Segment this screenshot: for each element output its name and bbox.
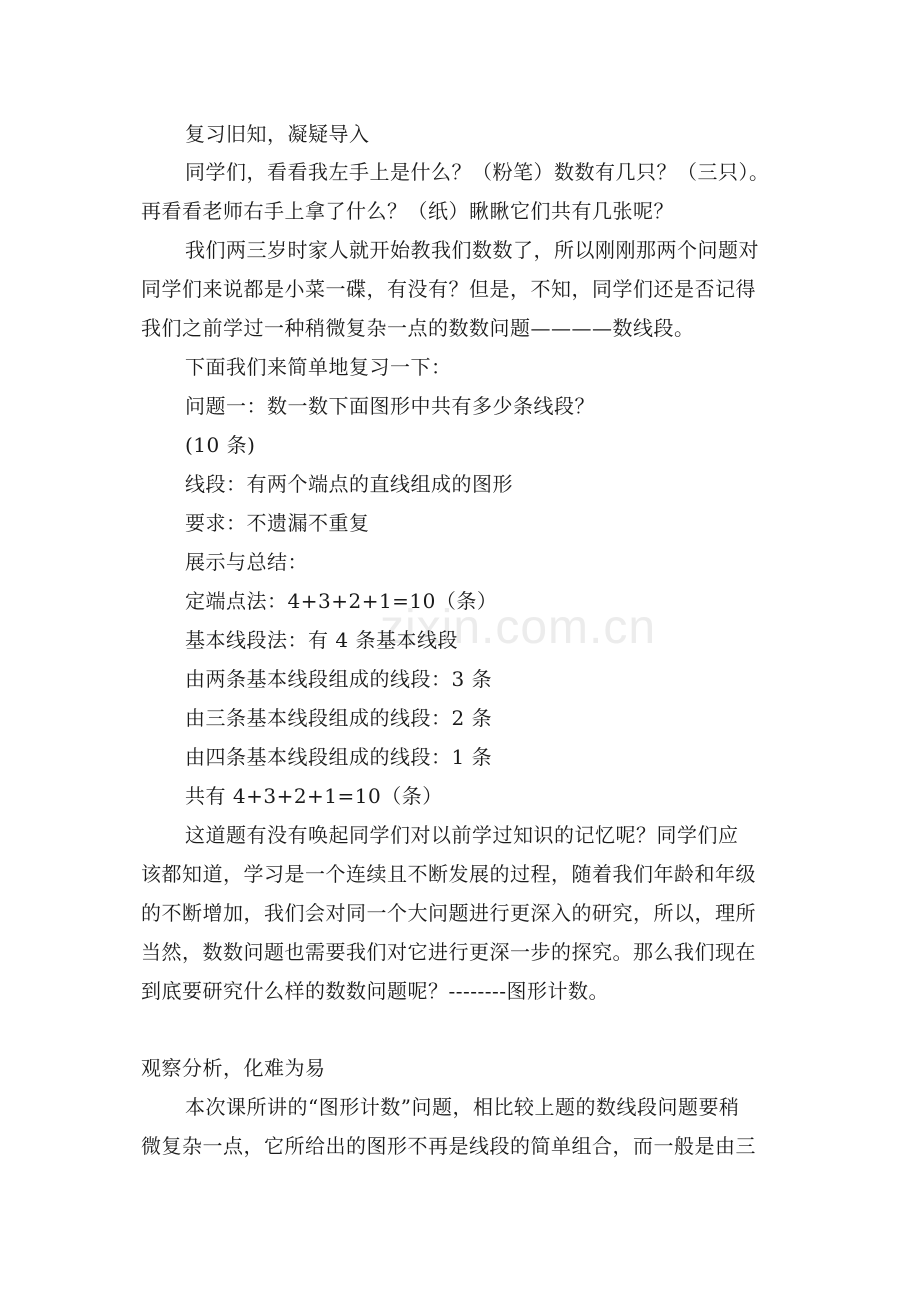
summary-heading: 展示与总结：	[185, 550, 308, 574]
method-line: 由三条基本线段组成的线段：2 条	[185, 706, 493, 730]
requirement-line: 要求：不遗漏不重复	[185, 511, 370, 535]
paragraph-line: 再看看老师右手上拿了什么？（纸）瞅瞅它们共有几张呢？	[141, 199, 674, 223]
total-line: 共有 4+3+2+1=10（条）	[185, 784, 443, 808]
answer-line: (10 条)	[185, 433, 256, 457]
section-heading-review: 复习旧知，凝疑导入	[185, 122, 370, 146]
watermark: zixin.com.cn	[380, 601, 657, 654]
method-line: 由两条基本线段组成的线段：3 条	[185, 667, 493, 691]
paragraph-line: 下面我们来简单地复习一下：	[185, 355, 452, 379]
paragraph-line: 到底要研究什么样的数数问题呢？--------图形计数。	[141, 979, 610, 1003]
question-line: 问题一：数一数下面图形中共有多少条线段？	[185, 394, 595, 418]
paragraph-line: 当然，数数问题也需要我们对它进行更深一步的探究。那么我们现在	[141, 940, 756, 964]
paragraph-line: 同学们来说都是小菜一碟，有没有？但是，不知，同学们还是否记得	[141, 277, 756, 301]
method-line: 由四条基本线段组成的线段：1 条	[185, 745, 493, 769]
paragraph-line: 的不断增加，我们会对同一个大问题进行更深入的研究，所以，理所	[141, 901, 756, 925]
method-line: 基本线段法：有 4 条基本线段	[185, 628, 458, 652]
paragraph-line: 我们之前学过一种稍微复杂一点的数数问题————数线段。	[141, 316, 695, 340]
definition-line: 线段：有两个端点的直线组成的图形	[185, 472, 513, 496]
paragraph-line: 本次课所讲的“图形计数”问题，相比较上题的数线段问题要稍	[185, 1095, 740, 1119]
paragraph-line: 同学们，看看我左手上是什么？（粉笔）数数有几只？（三只）。	[185, 160, 770, 184]
paragraph-line: 这道题有没有唤起同学们对以前学过知识的记忆呢？同学们应	[185, 823, 739, 847]
method-line: 定端点法：4+3+2+1=10（条）	[185, 589, 498, 613]
paragraph-line: 微复杂一点，它所给出的图形不再是线段的简单组合，而一般是由三	[141, 1134, 756, 1158]
paragraph-line: 我们两三岁时家人就开始教我们数数了，所以刚刚那两个问题对	[185, 238, 759, 262]
section-heading-analysis: 观察分析，化难为易	[141, 1056, 326, 1080]
paragraph-line: 该都知道，学习是一个连续且不断发展的过程，随着我们年龄和年级	[141, 862, 756, 886]
